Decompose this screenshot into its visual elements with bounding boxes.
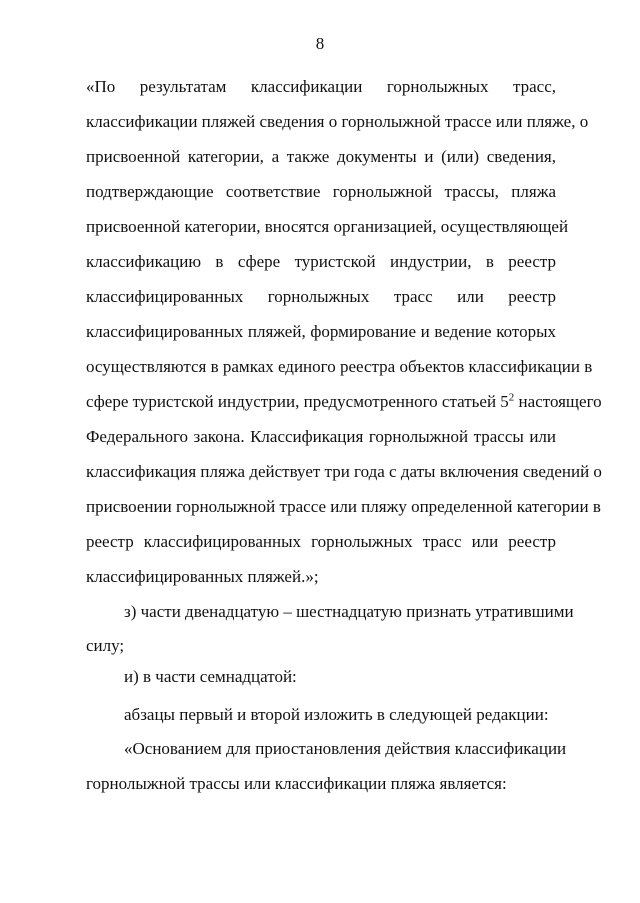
text-line: классификации пляжей сведения о горнолыжной трассе или пляже, о — [86, 112, 589, 131]
text-line: классифицированных пляжей, формирование и ведение которых — [86, 322, 556, 341]
text-line: классификацию в сфере туристской индустрии, в реестр — [86, 252, 556, 271]
page-number: 8 — [315, 34, 325, 53]
text-line: з) части двенадцатую – шестнадцатую признать утратившими — [124, 602, 574, 621]
text-line: присвоенной категории, а также документы и (или) сведения, — [86, 147, 556, 166]
text-line: горнолыжной трассы или классификации пляжа является: — [86, 774, 507, 793]
text-line: реестр классифицированных горнолыжных трасс или реестр — [86, 532, 556, 551]
text-line-with-superscript — [86, 391, 602, 412]
text-line: классифицированных горнолыжных трасс или реестр — [86, 287, 556, 306]
text-line: осуществляются в рамках единого реестра объектов классификации в — [86, 357, 593, 376]
text-segment: настоящего — [514, 392, 602, 411]
superscript: 2 — [508, 391, 515, 404]
text-line: абзацы первый и второй изложить в следующей редакции: — [124, 705, 549, 724]
text-line: силу; — [86, 636, 125, 655]
text-line: Федерального закона. Классификация горнолыжной трассы или — [86, 427, 556, 446]
text-segment: сфере туристской индустрии, предусмотренного статьей 5 — [86, 392, 509, 411]
text-line: присвоении горнолыжной трассе или пляжу определенной категории в — [86, 497, 601, 516]
text-line: классификация пляжа действует три года с даты включения сведений о — [86, 462, 602, 481]
text-line: классифицированных пляжей.»; — [86, 567, 319, 586]
text-line: присвоенной категории, вносятся организацией, осуществляющей — [86, 217, 569, 236]
text-line: и) в части семнадцатой: — [124, 667, 297, 686]
text-line: «По результатам классификации горнолыжных трасс, — [86, 77, 556, 96]
text-line: подтверждающие соответствие горнолыжной трассы, пляжа — [86, 182, 556, 201]
text-line: «Основанием для приостановления действия классификации — [124, 739, 567, 758]
